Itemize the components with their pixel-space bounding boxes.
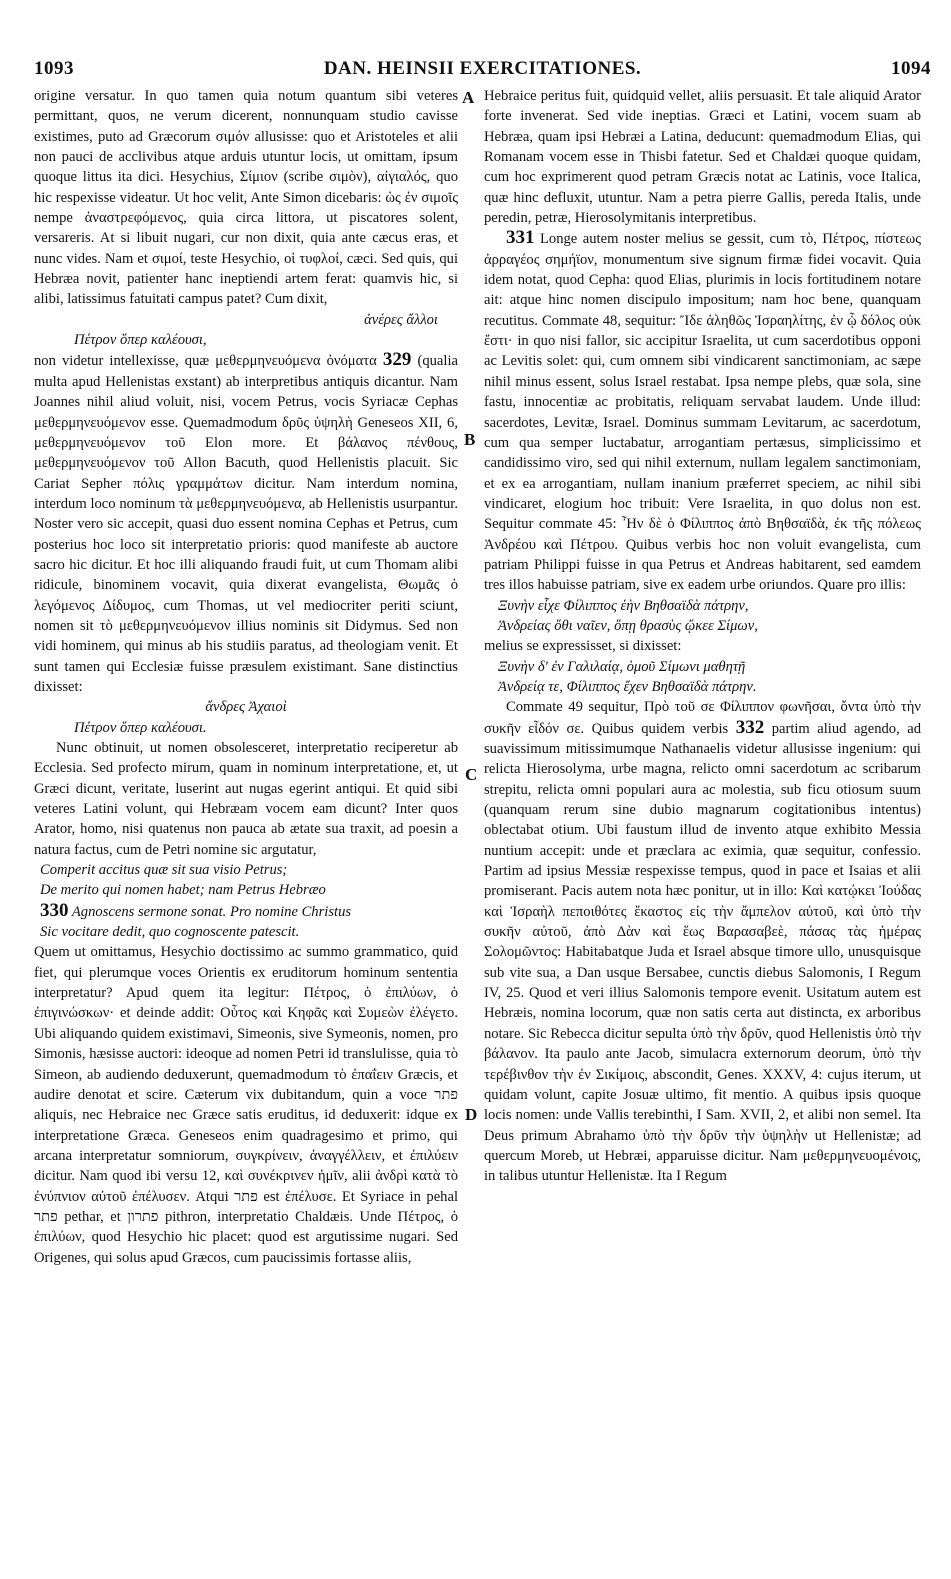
right-paragraph-4b: partim aliud agendo, ad suavissimum mitissimumque Nathanaelis videtur allusisse ingenium: qui relicta Hierosolyma, urbe magna, relicto omni sacerdotum ac scribarum strepitu, relicta omni populari aura ac molestia, sub ficu otiosum suum (quanquam rerum sine dubio magnarum cogitationibus intentus) oblectabat otium. Ubi faustum illud de invento atque exhibito Messia nuntium accepit: unde et præclara ac eximia, quæ sequitur, confessio. Partim ad ipsius Messiæ respexisse tempus, quod in pace et Isaias et alii promiserant. Pacis autem nota hæc ponitur, ut in illo: Καὶ κατῴκει Ἰούδας καὶ Ἰσραὴλ πεποιθότες ἕκαστος εἰς τὴν ἄμπελον αὐτοῦ, καὶ ὑπὸ τὴν συκῆν αὐτοῦ, ἀπὸ Δὰν καὶ ἕως Βαρασαβεὲ, πάσας τὰς ἡμέρας Σολομῶντος: Habitabatque Juda et Israel absque timore ullo, unusquisque sub vite sua, a Dan usque Bersabee, cunctis diebus Salomonis, I Regum IV, 25. Quod et veri illius Salomonis tempore evenit. Usitatum autem est Hebræis, nomina locorum, quæ non satis certa aut distincta, ex arboribus notare. Sic Rebecca dicitur sepulta ὑπὸ τὴν δρῦν, quod Hellenistis ὑπὸ τὴν βάλανον. Ita paulo ante Jacob, simulacra externorum deorum, ὑπὸ τὴν τερέβινθον τὴν ἐν Σικίμοις, abscondit, Genes. XXXV, 4: cujus iterum, ut quidam volunt, capite Josuæ ultimo, fit mentio. A quibus ipsis quoque locis nomen: unde Vallis terebinthi, I Sam. XVII, 2, et alibi non semel. Ita Deus primum Abrahamo ὑπὸ τὴν δρῦν τὴν ὑψηλὴν ut Hellenistæ; ad quercum Moreb, ut Hebræi, apparuisse dicitur. Nam μεθερμηνευομένοις, in talibus utuntur Hellenistæ. Ita I Regum	[484, 720, 921, 1185]
left-verse-3d: Sic vocitare dedit, quo cognoscente patescit.	[40, 924, 300, 941]
page-number-left: 1093	[34, 58, 74, 79]
right-paragraph-2: Longe autem noster melius se gessit, cum τὸ, Πέτρος, πίστεως ἀρραγέος σημήϊον, monumentum sive signum firmæ fidei vocavit. Quia idem notat, quod Cepha: quod Elias, plurimis in locis fortitudinem notare ait: atque hinc nomen discipulo impositum; nam hoc bene, quanquam recutitus. Commate 48, sequitur: Ἴδε ἀληθῶς Ἰσραηλίτης, ἐν ᾧ δόλος οὐκ ἔστι· in quo nisi fallor, sic accipitur Israelita, ut cum sacerdotibus opponi ac Levitis solet: qui, cum omnem sibi vindicarent sanctimoniam, ac sæpe nihil minus essent, solus Israel restabat. Ipsa nempe plebs, quæ sola, sine fastu, innocentiæ ac probitatis, reliquam servabat laudem. Unde illud: sacerdotes, Levitæ, Israel. Dominus summam Levitarum, ac sacerdotum, cum qua semper luctabatur, arrogantiam pertæsus, simplicissimo et candidissimo viro, sed qui nihil externum, nullam legalem sanctimoniam, et ex ea arrogantiam, nullam inanium præferret speciem, ac nihil sibi vindicaret, elogium hoc tribuit: Vere Israelita, in quo dolus non est. Sequitur commate 45: Ἦν δὲ ὁ Φίλιππος ἀπὸ Βηθσαϊδὰ, ἐκ τῆς πόλεως Ἀνδρέου καὶ Πέτρου. Quibus verbis hoc non voluit evangelista, cum patriam Philippi fuisse in qua Petrus et Andreas habitarent, sed eamdem tres illos habuisse patriam, sive ex eadem urbe oriundos. Quare pro illis:	[484, 231, 921, 594]
section-marker-b: B	[464, 430, 476, 449]
right-verse-2a: Ξυνὴν δ' ἐν Γαλιλαίᾳ, ὁμοῦ Σίμωνι μαθητῇ	[498, 658, 746, 675]
left-paragraph-2a: non videtur intellexisse, quæ μεθερμηνευόμενα ὀνόματα	[34, 353, 377, 370]
section-marker-c: C	[465, 765, 478, 784]
left-verse-3b: De merito qui nomen habet; nam Petrus Hebræo	[40, 882, 326, 899]
left-column	[34, 86, 458, 1268]
left-verse-3c: Agnoscens sermone sonat. Pro nomine Christus	[71, 903, 352, 920]
right-column	[484, 86, 921, 1187]
left-verse-1b: Πέτρον ὅπερ καλέουσι,	[74, 332, 207, 349]
left-paragraph-3: Nunc obtinuit, ut nomen obsolesceret, interpretatio reciperetur ab Ecclesia. Sed profecto mirum, quam in nominum interpretatione, et, ut Græci dicunt, veritate, luserint aut nugas egerint antiqui. Et quid sibi veteres Latini volunt, qui Hebræam vocem eam dicunt? Inter quos Arator, homo, nisi quatenus non pauca ab ætate sua traxit, ad poesin a natura factus, cum de Petri nomine sic argutatur,	[34, 740, 458, 858]
left-verse-2a: ἄνδρες Ἀχαιοὶ	[205, 699, 287, 716]
right-paragraph-4a: Commate 49 sequitur, Πρὸ τοῦ σε Φίλιππον φωνῆσαι, ὄντα ὑπὸ τὴν συκῆν εἶδόν σε. Quibus quidem verbis	[484, 699, 921, 737]
left-verse-2b: Πέτρον ὅπερ καλέουσι.	[74, 719, 207, 736]
right-verse-1b: Ἀνδρείας ὅθι ναῖεν, ὅπῃ θρασὺς ᾤκεε Σίμων,	[498, 617, 758, 634]
left-verse-1a: ἀνέρες ἄλλοι	[364, 311, 438, 328]
running-header	[34, 58, 931, 82]
margin-number-330: 330	[40, 899, 69, 921]
margin-number-329: 329	[382, 349, 412, 371]
section-marker-d: D	[465, 1105, 478, 1124]
margin-number-331: 331	[506, 227, 535, 249]
left-paragraph-4: Quem ut omittamus, Hesychio doctissimo ac summo grammatico, quid fiet, qui plerumque voces Orientis ex eruditorum hominum sententia interpretatur? Apud quem ita legitur: Πέτρος, ὁ ἐπιλύων, ὁ ἐπιγινώσκων· et deinde addit: Οὗτος καὶ Κηφᾶς καὶ Συμεὼν ἐλέγετο. Ubi aliquando quidem existimavi, Simeonis, sive Symeonis, nomen, pro Simonis, hæsisse auctori: ideoque ad nomen Petri id translulisse, quia τὸ Simeon, ab audiendo deduxerunt, quemadmodum τὸ ἐπαΐειν Græcis, et audire denotat et scire. Cæterum vix dubitandum, quin a voce פתר aliquis, nec Hebraice nec Græce satis eruditus, id deduxerit: idque ex interpretatione Græca. Geneseos enim quadragesimo et primo, qui arcana interpretatur somniorum, συγκρίνειν, ἀναγγέλλειν, et ἐπιλύειν dicitur. Nam quod ibi versu 12, καὶ συνέκρινεν ἡμῖν, alii ἀνδρὶ κατὰ τὸ ἐνύπνιον αὐτοῦ ἐπέλυσεν. Atqui פתר est ἐπέλυσε. Et Syriace in pehal פתר pethar, et פתרון pithron, interpretatio Chaldæis. Unde Πέτρος, ὁ ἐπιλύων, quod Hesychio hic placet: quod est argutissime nugari. Sed Origenes, qui solus apud Græcos, cum paucissimis fortasse aliis,	[34, 944, 458, 1266]
running-title: DAN. HEINSII EXERCITATIONES.	[323, 58, 642, 79]
left-verse-3c-line	[34, 901, 458, 922]
left-paragraph-2b: (qualia multa apud Hellenistas exstant) ab interpretibus antiquis dicantur. Nam Joannes nihil aliud voluit, nisi, vocem Petrus, vocis Syriacæ Cephas μεθερμηνευόμενον esse. Quemadmodum δρῦς ὑψηλὴ Geneseos XII, 6, μεθερμηνευόμενον τοῦ Elon more. Et βάλανος πένθους, μεθερμηνευόμενον τοῦ Allon Bacuth, quod Hellenistis placuit. Sic Cariat Sepher πόλις γραμμάτων dicitur. Nam interdum nomina, interdum loco nominum τὰ μεθερμηνευόμενα, ab Hellenistis usurpantur. Noster vero sic accepit, quasi duo essent nomina Cephas et Petrus, cum posterius hoc loco sit interpretatio prioris: quod manifeste ab auctore sacro hic dicitur. Et hoc illi aliquando fraudi fuit, ut cum Thomam alibi ridicule, binominem vocavit, quia dixerat evangelista, Θωμᾶς ὁ λεγόμενος Δίδυμος, cum Thomas, ut vel mediocriter periti sciunt, nomen sit τὸ μεθερμηνευόμενον illius nominis sit Didymus. Sed non vidi hominem, qui minus ab his studiis paratus, ad theologiam venit. Et sunt tamen qui Ecclesiæ fuisse præsulem existimant. Sane distinctius dixisset:	[34, 353, 458, 695]
left-paragraph-2	[34, 350, 458, 697]
right-paragraph-3: melius se expressisset, si dixisset:	[484, 638, 682, 655]
section-marker-a: A	[462, 88, 475, 107]
right-verse-2b: Ἀνδρείᾳ τε, Φίλιππος ἔχεν Βηθσαϊδὰ πάτρην.	[498, 678, 757, 695]
margin-number-332: 332	[735, 716, 765, 738]
right-paragraph-1: Hebraice peritus fuit, quidquid vellet, aliis persuasit. Et tale aliquid Arator forte invenerat. Sed vide ineptias. Græci et Latini, vocem suam ab Hebræa, quam ipsi Hebræi a Latina, deducunt: quemadmodum Elias, qui Romanam vocem esse in Thisbi fatetur. Sed et Chaldæi quoque quidam, cum hoc exprimerent quod petram Græcis notat ac Latinis, voce Italica, quæ hinc defluxit, utuntur. Nam a petra pierre Gallis, pereda Italis, unde peredin, petræ, Hierosolymitanis interpretibus.	[484, 88, 921, 227]
right-paragraph-4	[484, 697, 921, 1186]
page-number-right: 1094	[891, 58, 931, 79]
right-verse-1a: Ξυνὴν εἶχε Φίλιππος ἑὴν Βηθσαϊδὰ πάτρην,	[498, 597, 749, 614]
left-verse-3a: Comperit accitus quæ sit sua visio Petrus;	[40, 862, 288, 879]
right-paragraph-2-block	[484, 228, 921, 595]
left-paragraph-1: origine versatur. In quo tamen quia notum quantum sibi veteres permittant, quos, ne verum dicerent, nonnunquam studio cavisse existimes, puto ad Græcorum σιμόν allusisse: quo et Aristoteles et alii non pauci de acclivibus atque arduis utuntur locis, ut omittam, ipsum quoque littus ita dici. Hesychius, Σίμιον (scribe σιμὸν), αἰγιαλός, quo hic respexisse videatur. Ut hoc velit, Ante Simon dicebaris: ὡς ἐν σιμοῖς nempe ἀναστρεφόμενος, quia circa littora, ut piscatores solent, versareris. At si libuit nugari, cur non dixit, quia ante cæcus eras, et nunc vides. Nam et σιμοί, teste Hesychio, οἱ τυφλοί, cæci. Sed quis, qui Hebræa novit, patienter hanc ineptiendi artem ferat: quamvis hic, si alibi, latissimus fatuitati campus patet? Cum dixit,	[34, 88, 458, 308]
